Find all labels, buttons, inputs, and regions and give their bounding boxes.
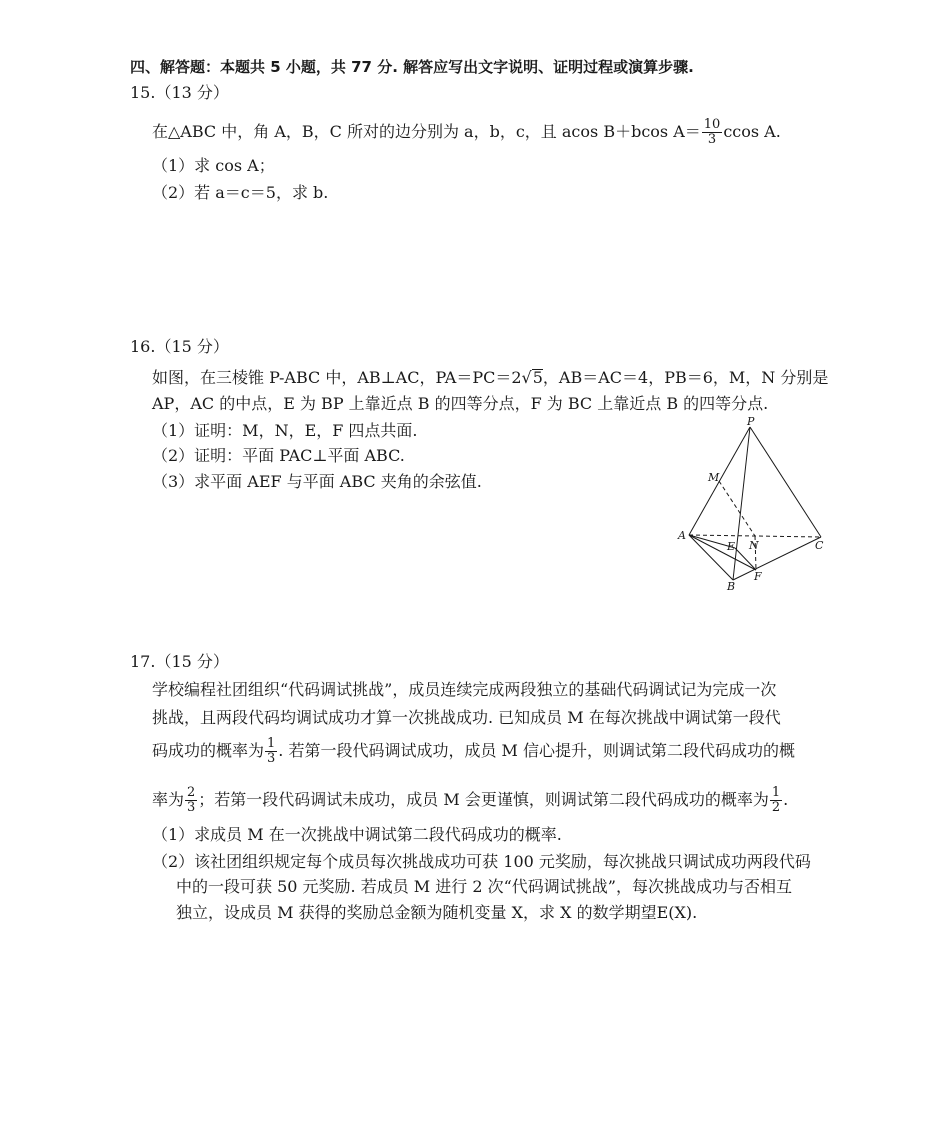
q17-stem-line-3 (152, 737, 795, 766)
label-b: B (727, 580, 736, 593)
q17-header: 17.（15 分） (130, 652, 229, 671)
q15-stem (152, 118, 781, 147)
q16-part-1: （1）证明：M，N，E，F 四点共面. (152, 421, 418, 440)
q16-part-3: （3）求平面 AEF 与平面 ABC 夹角的余弦值. (152, 472, 482, 491)
q17-stem-line-1: 学校编程社团组织“代码调试挑战”，成员连续完成两段独立的基础代码调试记为完成一次 (152, 680, 777, 699)
label-e: E (727, 540, 736, 553)
label-f: F (754, 570, 762, 583)
q17-f3-num: 1 (771, 785, 781, 800)
q17-fraction-3 (770, 786, 782, 815)
q16-stem-line-1 (152, 367, 828, 389)
q17-l4-c: . (783, 790, 789, 809)
q17-l4-b: ；若第一段代码调试未成功，成员 M 会更谨慎，则调试第二段代码成功的概率为 (198, 790, 769, 809)
q17-stem-line-4 (152, 786, 788, 815)
label-m: M (708, 471, 720, 484)
q15-frac-num: 10 (703, 117, 721, 132)
q15-part-2: （2）若 a＝c＝5，求 b. (152, 183, 329, 202)
edge-bc (733, 537, 821, 580)
q16-header: 16.（15 分） (130, 337, 229, 356)
segment-af (689, 535, 756, 570)
q17-part-2-line-1: （2）该社团组织规定每个成员每次挑战成功可获 100 元奖励，每次挑战只调试成功两段代码 (152, 852, 811, 871)
q15-part-1: （1）求 cos A； (152, 156, 275, 175)
q15-stem-b: ccos A. (723, 122, 781, 141)
q17-part-2-line-3: 独立，设成员 M 获得的奖励总金额为随机变量 X，求 X 的数学期望E(X). (176, 903, 698, 922)
q17-part-2-line-2: 中的一段可获 50 元奖励. 若成员 M 进行 2 次“代码调试挑战”，每次挑战成功与否相互 (176, 877, 792, 896)
q17-f2-num: 2 (187, 785, 196, 800)
label-a: A (678, 529, 686, 542)
q17-l3-b: . 若第一段代码调试成功，成员 M 信心提升，则调试第二段代码成功的概 (278, 741, 796, 760)
q16-stem-line-2: AP，AC 的中点，E 为 BP 上靠近点 B 的四等分点，F 为 BC 上靠近点 B 的四等分点. (152, 394, 769, 413)
q15-header: 15.（13 分） (130, 83, 229, 102)
q17-part-1: （1）求成员 M 在一次挑战中调试第二段代码成功的概率. (152, 825, 562, 844)
label-c: C (815, 539, 824, 552)
q17-f1-num: 1 (267, 736, 276, 751)
q17-f2-den: 3 (187, 800, 196, 815)
label-p: P (747, 415, 755, 428)
q17-l4-a: 率为 (152, 790, 185, 809)
q17-f1-den: 3 (267, 751, 276, 766)
section-title: 四、解答题：本题共 5 小题，共 77 分. 解答应写出文字说明、证明过程或演算步骤. (130, 58, 694, 76)
q16-stem-l1-a: 如图，在三棱锥 P-ABC 中，AB⊥AC，PA＝PC＝2 (152, 368, 522, 387)
q15-frac-den: 3 (707, 132, 717, 147)
tetrahedron-figure (675, 415, 835, 595)
label-n: N (749, 539, 759, 552)
q17-fraction-2 (185, 786, 197, 815)
q16-stem-l1-b: ，AB＝AC＝4，PB＝6，M，N 分别是 (542, 368, 829, 387)
q16-part-2: （2）证明：平面 PAC⊥平面 ABC. (152, 446, 405, 465)
q15-fraction (702, 118, 723, 147)
q15-stem-a: 在△ABC 中，角 A，B，C 所对的边分别为 a，b，c，且 acos B＋bcos A＝ (152, 122, 701, 141)
segment-mn-dashed (719, 481, 755, 536)
sqrt-symbol-icon: √ (521, 368, 532, 387)
edge-pc (750, 427, 821, 537)
edge-pb (733, 427, 750, 580)
q16-sqrt-value: 5 (532, 368, 543, 387)
q17-fraction-1 (265, 737, 277, 766)
q17-stem-line-2: 挑战，且两段代码均调试成功才算一次挑战成功. 已知成员 M 在每次挑战中调试第一段代 (152, 708, 781, 727)
q17-l3-a: 码成功的概率为 (152, 741, 265, 760)
q17-f3-den: 2 (771, 800, 781, 815)
